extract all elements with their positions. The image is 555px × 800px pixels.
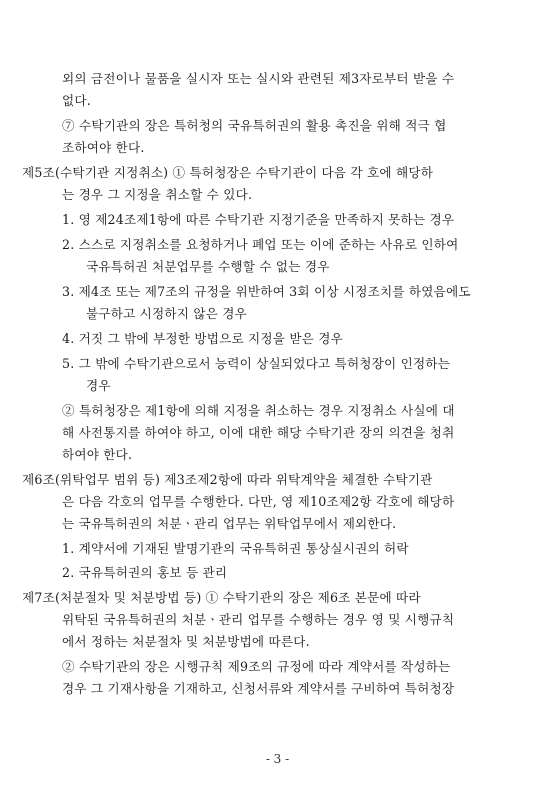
- text-line: 3. 제4조 또는 제7조의 규정을 위반하여 3회 이상 시정조치를 하였음에도: [62, 284, 471, 299]
- text-line: 2. 스스로 지정취소를 요청하거나 폐업 또는 이에 준하는 사유로 인하여: [62, 237, 459, 252]
- text-line: 제7조(처분절차 및 처분방법 등) ① 수탁기관의 장은 제6조 본문에 따라: [22, 590, 421, 605]
- text-line: 에서 정하는 처분절차 및 처분방법에 따른다.: [62, 634, 310, 649]
- text-line: 불구하고 시정하지 않은 경우: [86, 306, 247, 321]
- text-line: 위탁된 국유특허권의 처분ㆍ관리 업무를 수행하는 경우 영 및 시행규칙: [62, 612, 455, 627]
- text-line: 4. 거짓 그 밖에 부정한 방법으로 지정을 받은 경우: [62, 331, 343, 346]
- text-line: 외의 금전이나 물품을 실시자 또는 실시와 관련된 제3자로부터 받을 수: [62, 71, 455, 86]
- page-number: - 3 -: [265, 752, 290, 766]
- text-line: 2. 국유특허권의 홍보 등 관리: [62, 565, 228, 580]
- text-line: 경우 그 기재사항을 기재하고, 신청서류와 계약서를 구비하여 특허청장: [62, 681, 455, 696]
- text-line: 5. 그 밖에 수탁기관으로서 능력이 상실되었다고 특허청장이 인정하는: [62, 356, 451, 371]
- text-line: 제6조(위탁업무 범위 등) 제3조제2항에 따라 위탁계약을 체결한 수탁기관: [22, 472, 433, 487]
- text-line: 은 다음 각호의 업무를 수행한다. 다만, 영 제10조제2항 각호에 해당하: [62, 494, 455, 509]
- text-line: 하여야 한다.: [62, 447, 133, 462]
- text-line: 제5조(수탁기관 지정취소) ① 특허청장은 수탁기관이 다음 각 호에 해당하: [22, 165, 434, 180]
- text-line: 국유특허권 처분업무를 수행할 수 없는 경우: [86, 259, 330, 274]
- text-line: 는 경우 그 지정을 취소할 수 있다.: [62, 187, 253, 202]
- text-line: 1. 영 제24조제1항에 따른 수탁기관 지정기준을 만족하지 못하는 경우: [62, 212, 455, 227]
- text-line: 해 사전통지를 하여야 하고, 이에 대한 해당 수탁기관 장의 의견을 청취: [62, 425, 455, 440]
- text-line: 경우: [86, 378, 111, 393]
- text-line: ② 특허청장은 제1항에 의해 지정을 취소하는 경우 지정취소 사실에 대: [62, 403, 455, 418]
- text-line: 는 국유특허권의 처분ㆍ관리 업무는 위탁업무에서 제외한다.: [62, 516, 397, 531]
- text-line: ⑦ 수탁기관의 장은 특허청의 국유특허권의 활용 촉진을 위해 적극 협: [62, 118, 447, 133]
- text-line: 없다.: [62, 93, 91, 108]
- text-line: ② 수탁기관의 장은 시행규칙 제9조의 규정에 따라 계약서를 작성하는: [62, 659, 451, 674]
- text-line: 1. 계약서에 기재된 발명기관의 국유특허권 통상실시권의 허락: [62, 541, 409, 556]
- text-line: 조하여야 한다.: [62, 140, 145, 155]
